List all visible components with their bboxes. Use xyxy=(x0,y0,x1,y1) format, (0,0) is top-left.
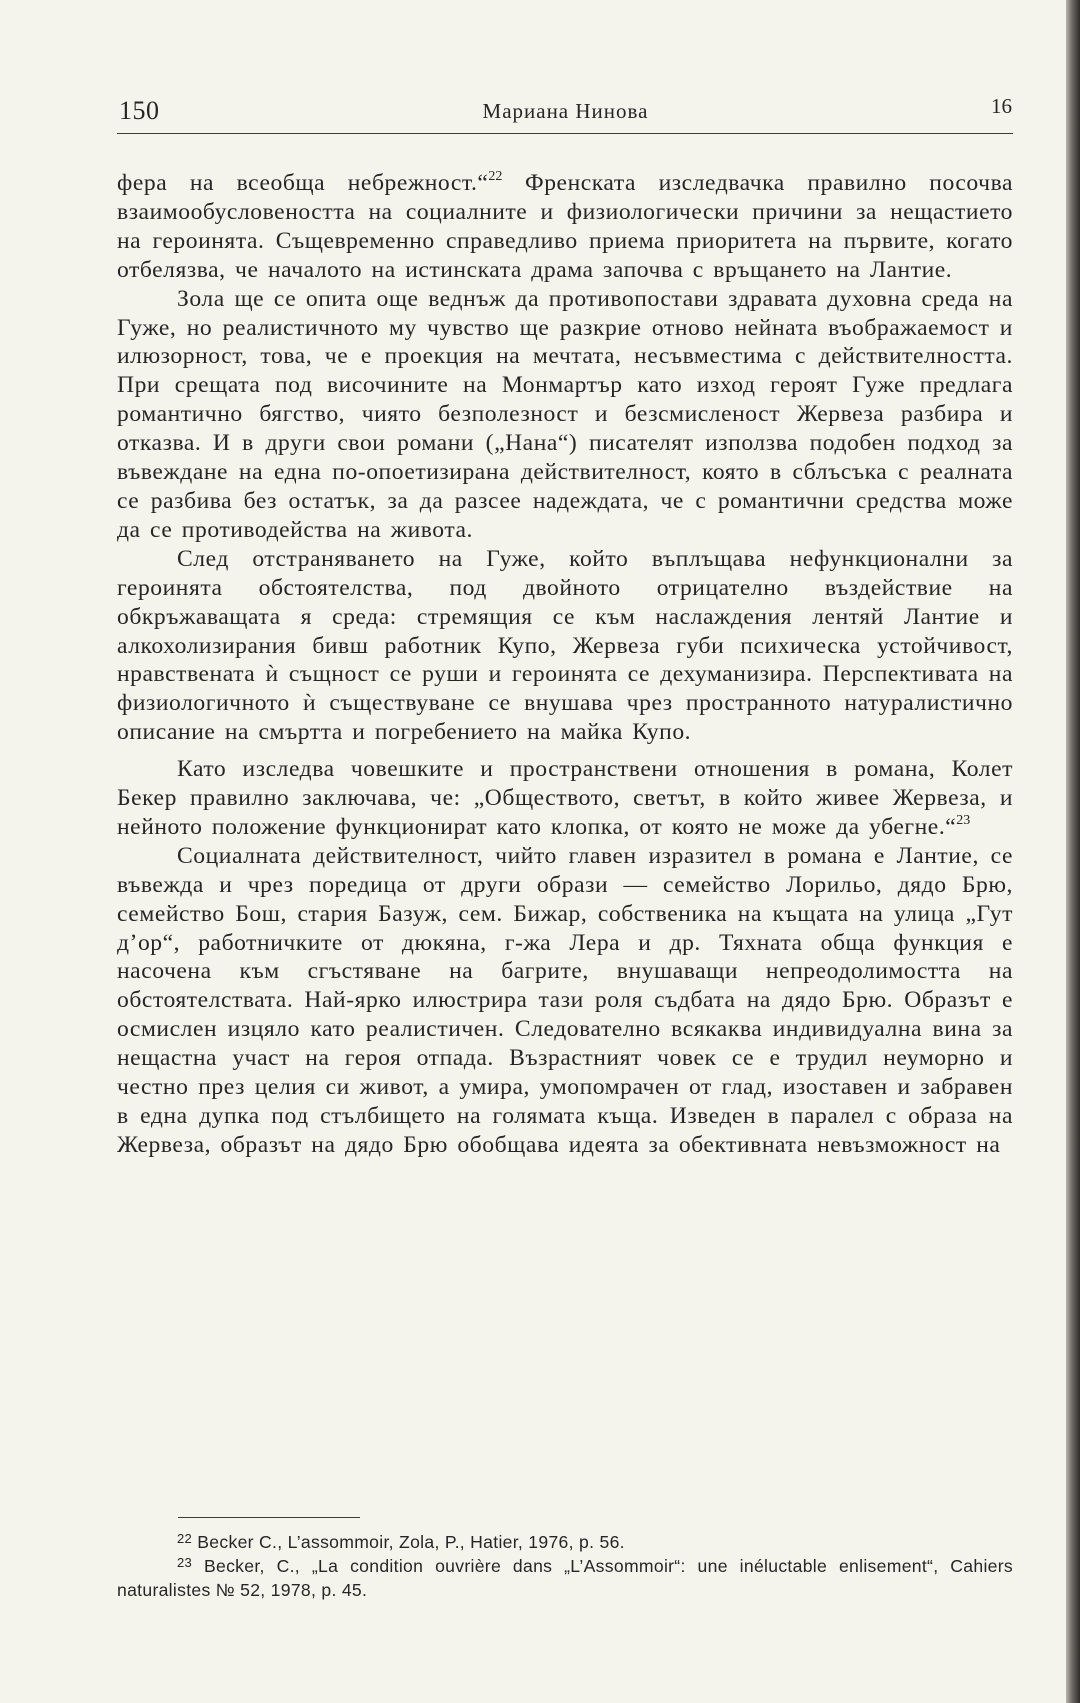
paragraph-2: Зола ще се опита още веднъж да противопостави здравата духовна среда на Гуже, но реалистичното му чувство ще разкрие отново нейната въображаемост и илюзорност, това, че е проекция на мечтата, несъвместима с действителността. При срещата под височините на Монмартър като изход героят Гуже предлага романтично бягство, чиято безполезност и безсмисленост Жервеза разбира и отказва. И в други свои романи („Нана“) писателят използва подобен подход за въвеждане на една по-опоетизирана действителност, която в сблъсъка с реалната се разбива без остатък, за да разсее надеждата, че с романтични средства може да се противодейства на живота. xyxy=(117,285,1013,543)
page-header xyxy=(119,96,1012,130)
body-text xyxy=(117,169,1013,1160)
book-binding-edge xyxy=(1066,0,1080,1703)
running-title: Мариана Нинова xyxy=(482,99,649,123)
header-rule xyxy=(117,133,1013,134)
paragraph-3: След отстраняването на Гуже, който въплъщава нефункционални за героинята обстоятелства, под двойното отрицателно въздействие на обкръжаващата я среда: стремящия се към наслаждения лентяй Лантие и алкохолизирания бивш работник Купо, Жервеза губи психическа устойчивост, нравствената ѝ същност се руши и героинята се дехуманизира. Перспективата на физиологичното ѝ съществуване се внушава чрез пространното натуралистично описание на смъртта и погребението на майка Купо. xyxy=(117,545,1013,746)
footnote-text: Becker C., L’assommoir, Zola, P., Hatier, 1976, p. 56. xyxy=(197,1532,625,1552)
paragraph-5: Социалната действителност, чийто главен изразител в романа е Лантие, се въвежда и чрез поредица от други образи — семейство Лорильо, дядо Брю, семейство Бош, стария Базуж, сем. Бижар, собственика на къщата на улица „Гут д’ор“, работничките от дюкяна, г-жа Лера и др. Тяхната обща функция е насочена към сгъстяване на багрите, внушаващи непреодолимостта на обстоятелствата. Най-ярко илюстрира тази роля съдбата на дядо Брю. Образът е осмислен изцяло като реалистичен. Следователно всякаква индивидуална вина за нещастна участ на героя отпада. Възрастният човек се е трудил неуморно и честно през целия си живот, а умира, умопомрачен от глад, изоставен и забравен в една дупка под стълбището на голямата къща. Изведен в паралел с образа на Жервеза, образът на дядо Брю обобщава идеята за обективната невъзможност на xyxy=(117,842,1013,1158)
footnote-22 xyxy=(117,1530,1013,1554)
signature-mark: 16 xyxy=(991,94,1012,118)
footnotes xyxy=(117,1530,1013,1602)
footnote-reference-22: 22 xyxy=(488,169,503,184)
paragraph-1: фера на всеобща небрежност.“$^{22}$ Френската изследвачка правилно посочва взаимообусловеността на социалните и физиологически причини за нещастието на героинята. Същевременно справедливо приема приоритета на първите, когато отбелязва, че началото на истинската драма започва с връщането на Лантие. xyxy=(117,169,1013,283)
footnote-number: 23 xyxy=(177,1555,193,1570)
footnote-reference-23: 23 xyxy=(956,812,971,828)
footnote-text: Becker, C., „La condition ouvrière dans „L’Assommoir“: une inéluctable enlisement“, Cahiers naturalistes № 52, 1978, p. 45. xyxy=(117,1556,1013,1600)
page-number: 150 xyxy=(119,96,160,125)
footnote-23 xyxy=(117,1554,1013,1602)
footnote-rule xyxy=(178,1517,360,1518)
paragraph-4: Като изследва човешките и пространствени отношения в романа, Колет Бекер правилно заключава, че: „Обществото, светът, в който живее Жервеза, и нейното положение функционират като клопка, от която не може да убегне.“$^{23}$ xyxy=(117,756,1013,840)
footnote-number: 22 xyxy=(177,1531,193,1546)
